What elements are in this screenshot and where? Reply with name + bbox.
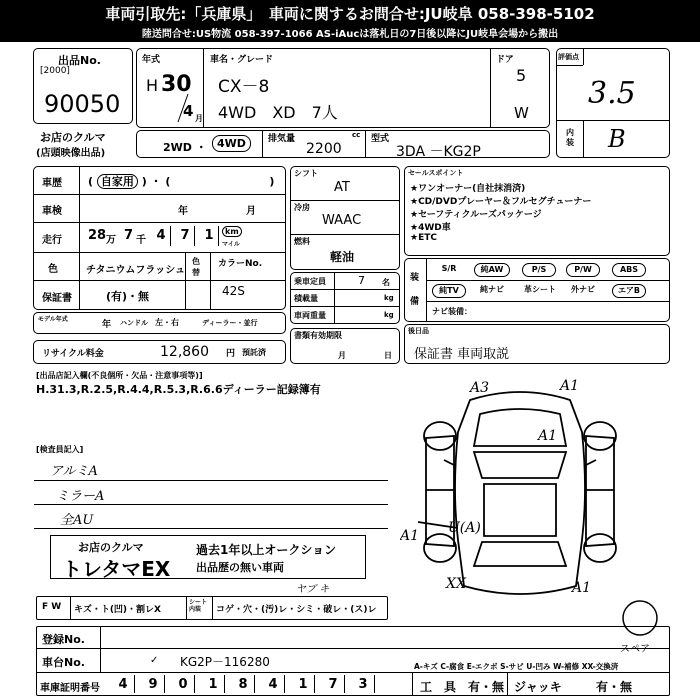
model-name: CX－8 xyxy=(218,77,270,97)
inspector-entry-header: [検査員記入] xyxy=(36,445,84,454)
weight-unit: kg xyxy=(384,311,394,319)
doors-value: 5 xyxy=(516,66,527,85)
diagram-mark: A1 xyxy=(572,580,592,596)
model-row-label: モデル年式 xyxy=(38,316,68,323)
cert-digit-separator xyxy=(254,675,255,693)
registration-expiry-label: 書類有効期限 xyxy=(294,331,342,340)
diagram-mark: A3 xyxy=(470,380,490,396)
cert-digit: 4 xyxy=(118,677,128,692)
inspection-year: 年 xyxy=(178,206,188,217)
model-row-year: 年 xyxy=(102,320,112,330)
year-value: 30 xyxy=(161,72,192,97)
promo-line-4: 出品歴の無い車両 xyxy=(196,561,284,574)
shift-value: AT xyxy=(334,180,350,195)
header-line-2: 陸送問合せ:US物流 058-397-1066 AS-iAucは落札日の7日後以降にJU岐阜会場から搬出 xyxy=(141,29,559,40)
dealer-notes-text: H.31.3,R.2.5,R.4.4,R.5.3,R.6.6ディーラー記録簿有 xyxy=(36,383,321,396)
equipment-abs: ABS xyxy=(612,263,646,277)
wheel-rear-left xyxy=(424,534,456,562)
chassis-check: ✓ xyxy=(150,655,159,666)
recycle-deposit: 預託済 xyxy=(242,348,266,357)
equipment-airbag: エアB xyxy=(612,284,646,298)
colorno-value: 42S xyxy=(222,284,245,298)
score-label: 評価点 xyxy=(558,53,579,61)
capacity-value: 7 xyxy=(358,274,365,287)
lot-label: 出品No. xyxy=(58,54,101,67)
recycle-value: 12,860 xyxy=(160,344,209,360)
promo-line-2: トレタマEX xyxy=(62,557,171,581)
condition-items-2: コゲ・穴・(汚)レ・シミ・破レ・(ス)レ xyxy=(216,605,377,615)
score-value: 3.5 xyxy=(588,76,636,111)
inspector-entry-line: ミラーA xyxy=(56,489,105,504)
displacement-label: 排気量 xyxy=(268,134,296,144)
equipment-ps: P/S xyxy=(522,263,556,277)
legend: A-キズ C-腐食 E-エクボ S-サビ U-凹み W-補修 XX-交換済 xyxy=(414,662,619,671)
ac-value: WAAC xyxy=(322,213,362,228)
cert-digit: 1 xyxy=(298,677,308,692)
cert-digit-separator xyxy=(284,675,285,693)
weight-label: 車両重量 xyxy=(294,311,326,320)
cert-digit-separator xyxy=(344,675,345,693)
cert-digit-separator xyxy=(224,675,225,693)
model-row-handle: ハンドル xyxy=(120,319,148,327)
diagram-mark: A1 xyxy=(560,378,580,394)
model-row-dealer: ディーラー・並行 xyxy=(202,319,258,327)
chassis-no-value: KG2P－116280 xyxy=(180,655,270,669)
cert-digit-separator xyxy=(194,675,195,693)
cert-digit-separator xyxy=(374,675,375,693)
lot-note-1: お店のクルマ xyxy=(40,131,106,144)
fuel-label: 燃料 xyxy=(294,237,310,246)
cert-no-label: 車庫証明番号 xyxy=(40,683,100,694)
inspection-month: 月 xyxy=(246,206,256,217)
displacement-value: 2200 xyxy=(306,141,342,157)
equipment-aftermarket-navi: 外ナビ xyxy=(571,285,595,294)
history-value: ( 自家用 ) ・ ( ) xyxy=(88,175,275,188)
header-line-1: 車両引取先:「兵庫県」 車両に関するお問合せ:JU岐阜 058-398-5102 xyxy=(105,5,595,23)
ac-label: 冷房 xyxy=(294,203,310,212)
cert-digit-separator xyxy=(164,675,165,693)
navi-label: ナビ装備： xyxy=(432,307,472,316)
cert-digit: 8 xyxy=(238,677,248,692)
equipment-leather-seat: 革シート xyxy=(524,285,556,294)
warranty-label: 保証書 xyxy=(42,293,72,304)
condition-seat: シート内装 xyxy=(189,599,208,613)
body-type: W xyxy=(514,104,529,122)
mileage-digit: 7 xyxy=(180,228,190,243)
cert-digit: 9 xyxy=(148,677,158,692)
recycle-label: リサイクル料金 xyxy=(42,349,104,359)
color-label: 色 xyxy=(48,264,58,275)
cert-digit-separator xyxy=(134,675,135,693)
interior-value: B xyxy=(608,125,626,153)
mileage-digit: 4 xyxy=(156,228,166,243)
equipment-genuine-navi: 純ナビ xyxy=(480,285,504,294)
doors-label: ドア xyxy=(496,55,514,65)
sales-point-item: ★ワンオーナー(自社抹消済) xyxy=(410,184,526,194)
car-right-doors xyxy=(586,436,614,546)
recycle-unit: 円 xyxy=(226,349,236,359)
sales-point-item: ★CD/DVDプレーヤー＆フルセグチューナー xyxy=(410,197,592,207)
equipment-sr: S/R xyxy=(441,264,457,273)
equipment-pw: P/W xyxy=(566,263,600,277)
mileage-man-unit: 万 xyxy=(106,235,116,246)
car-roof xyxy=(484,484,556,536)
load-label: 積載量 xyxy=(294,294,318,303)
mileage-man: 28 xyxy=(88,228,107,243)
chassis-no-label: 車台No. xyxy=(42,656,85,669)
jack-value: 有・無 xyxy=(596,680,633,694)
reg-no-label: 登録No. xyxy=(42,633,85,646)
cert-digit: 3 xyxy=(358,677,368,692)
car-diagram xyxy=(400,370,640,620)
capacity-unit: 名 xyxy=(382,278,390,287)
color-value: チタニウムフラッシュ xyxy=(86,265,185,276)
year-month: 4 xyxy=(183,102,194,120)
spare-tire-icon xyxy=(620,598,660,638)
spare-label: スペア xyxy=(620,644,650,655)
equipment-label: 装備 xyxy=(410,273,420,307)
dealer-notes-header: [出品店記入欄(不良個所・欠品・注意事項等)] xyxy=(36,371,203,380)
inspection-label: 車検 xyxy=(42,206,62,217)
year-label: 年式 xyxy=(142,55,161,65)
displacement-unit: cc xyxy=(352,131,361,139)
drive-2wd: 2WD ・ xyxy=(163,141,207,154)
cert-digit-separator xyxy=(314,675,315,693)
diagram-mark: A1 xyxy=(538,428,558,444)
cert-digit: 0 xyxy=(178,677,188,692)
inspector-entry-line: アルミA xyxy=(50,464,98,479)
sales-points-label: セールスポイント xyxy=(408,169,464,177)
capacity-label: 乗車定員 xyxy=(294,277,326,286)
mileage-sen-unit: 千 xyxy=(136,235,146,246)
registration-expiry-month: 月 xyxy=(338,351,346,360)
mileage-sen: 7 xyxy=(124,228,134,243)
color-change-label: 色替 xyxy=(192,257,200,277)
diagram-mark: U(A) xyxy=(448,520,481,536)
shift-label: シフト xyxy=(294,169,318,178)
promo-line-1: お店のクルマ xyxy=(78,541,144,554)
sales-point-item: ★4WD車 xyxy=(410,223,451,233)
inspector-entry-line: 全AU xyxy=(60,513,94,528)
mileage-digit: 1 xyxy=(204,228,214,243)
cert-digit: 7 xyxy=(328,677,338,692)
condition-items: キズ・ト(凹)・割レX xyxy=(74,605,161,615)
interior-label: 内装 xyxy=(566,128,574,147)
year-era: H xyxy=(146,76,159,95)
car-rear-window xyxy=(474,542,566,566)
cert-digit: 4 xyxy=(268,677,278,692)
lot-tag: [2000] xyxy=(40,66,70,76)
model-code-label: 型式 xyxy=(371,134,390,144)
fuel-value: 軽油 xyxy=(330,250,355,264)
diagram-mark: XX xyxy=(446,576,466,592)
sales-point-item: ★セーフティクルーズパッケージ xyxy=(410,210,542,220)
equipment-genuine-aw: 純AW xyxy=(474,263,510,277)
registration-expiry-day: 日 xyxy=(384,351,392,360)
history-label: 車歴 xyxy=(42,178,62,189)
model-code-value: 3DA －KG2P xyxy=(396,144,481,160)
drive-4wd: 4WD xyxy=(212,135,251,152)
promo-line-3: 過去1年以上オークション xyxy=(196,543,337,557)
later-items-label: 後日品 xyxy=(408,327,429,335)
car-windshield xyxy=(474,452,566,478)
year-month-suffix: 月 xyxy=(195,114,203,123)
diagram-mark: A1 xyxy=(400,528,420,544)
warranty-value: (有)・無 xyxy=(106,290,150,303)
sales-point-item: ★ETC xyxy=(410,233,437,243)
later-items-value: 保証書 車両取説 xyxy=(414,347,510,362)
condition-marks: ヤブ キ xyxy=(296,584,330,595)
mileage-label: 走行 xyxy=(42,235,62,246)
model-label: 車名・グレード xyxy=(210,55,274,65)
model-row-lr: 左・右 xyxy=(155,318,179,327)
model-grade: 4WD XD 7人 xyxy=(218,103,338,122)
colorno-label: カラーNo. xyxy=(218,259,263,269)
tools-value: 有・無 xyxy=(468,680,505,694)
jack-label: ジャッキ xyxy=(514,680,562,694)
mileage-unit-km: km xyxy=(222,226,242,237)
cert-digit: 1 xyxy=(208,677,218,692)
condition-fw: F W xyxy=(42,602,62,612)
wheel-rear-right xyxy=(584,534,616,562)
lot-number: 90050 xyxy=(44,90,121,118)
mileage-unit-mile: マイル xyxy=(222,241,240,248)
tools-label: 工 具 xyxy=(420,680,457,694)
equipment-genuine-tv: 純TV xyxy=(432,284,466,298)
lot-note-2: (店頭映像出品) xyxy=(36,148,106,159)
load-unit: kg xyxy=(384,294,394,302)
